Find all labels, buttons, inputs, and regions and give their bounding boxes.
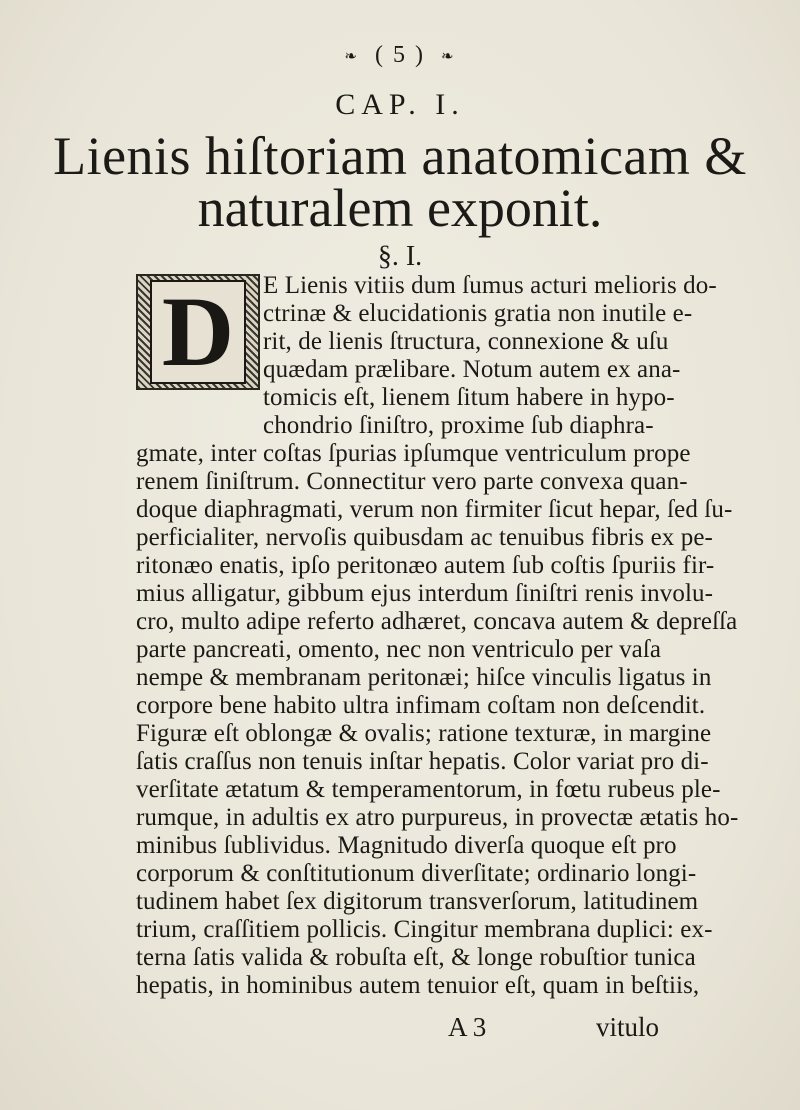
chapter-title-line-1: Lienis hiſtoriam anatomicam & (53, 126, 747, 186)
text-line: parte pancreati, omento, nec non ventriculo per vaſa (136, 636, 662, 663)
text-line: E Lienis vitiis dum ſumus acturi melioris do- (263, 272, 717, 299)
section-mark: §. I. (377, 241, 423, 272)
text-line: cro, multo adipe referto adhæret, concava autem & depreſſa (136, 608, 738, 635)
text-line: terna ſatis valida & robuſta eſt, & longe robuſtior tunica (136, 944, 696, 971)
ornament-left-icon: ❧ (344, 48, 359, 65)
text-line: gmate, inter coſtas ſpurias ipſumque ventriculum prope (136, 440, 691, 467)
text-line: ſatis craſſus non tenuis inſtar hepatis. Color variat pro di- (136, 748, 709, 775)
text-line: tomicis eſt, lienem ſitum habere in hypo- (263, 384, 675, 411)
ornament-right-icon: ❧ (440, 48, 456, 65)
chapter-heading: CAP. I. (335, 88, 465, 121)
text-line: tudinem habet ſex digitorum transverſorum, latitudinem (136, 888, 699, 915)
page-number: ( 5 ) (375, 42, 425, 68)
text-line: perficialiter, nervoſis quibusdam ac tenuibus fibris ex pe- (136, 524, 713, 551)
text-line: corpore bene habito ultra infimam coſtam non deſcendit. (136, 692, 706, 719)
text-line: renem ſiniſtrum. Connectitur vero parte convexa quan- (136, 468, 688, 495)
text-line: chondrio ſiniſtro, proxime ſub diaphra- (263, 412, 654, 439)
text-line: trium, craſſitiem pollicis. Cingitur membrana duplici: ex- (136, 916, 713, 943)
text-line: Figuræ eſt oblongæ & ovalis; ratione texturæ, in margine (136, 720, 712, 747)
initial-letter: D (150, 280, 246, 384)
text-line: ritonæo enatis, ipſo peritonæo autem ſub coſtis ſpuriis fir- (136, 552, 715, 579)
text-line: ctrinæ & elucidationis gratia non inutile e- (263, 300, 693, 327)
text-line: doque diaphragmati, verum non firmiter ſicut hepar, ſed ſu- (136, 496, 733, 523)
text-line: mius alligatur, gibbum ejus interdum ſiniſtri renis involu- (136, 580, 714, 607)
text-line: nempe & membranam peritonæi; hiſce vinculis ligatus in (136, 664, 712, 691)
chapter-title-line-2: naturalem exponit. (197, 178, 603, 238)
text-line: corporum & conſtitutionum diverſitate; ordinario longi- (136, 860, 697, 887)
text-line: rumque, in adultis ex atro purpureus, in provectæ ætatis ho- (136, 804, 739, 831)
signature-mark: A 3 (448, 1012, 487, 1042)
text-line: minibus ſublividus. Magnitudo diverſa quoque eſt pro (136, 832, 677, 859)
catchword: vitulo (596, 1012, 660, 1042)
text-line: rit, de lienis ſtructura, connexione & uſu (263, 328, 669, 355)
text-line: hepatis, in hominibus autem tenuior eſt, quam in beſtiis, (136, 972, 700, 999)
text-line: verſitate ætatum & temperamentorum, in fœtu rubeus ple- (136, 776, 721, 803)
text-line: quædam prælibare. Notum autem ex ana- (263, 356, 681, 383)
